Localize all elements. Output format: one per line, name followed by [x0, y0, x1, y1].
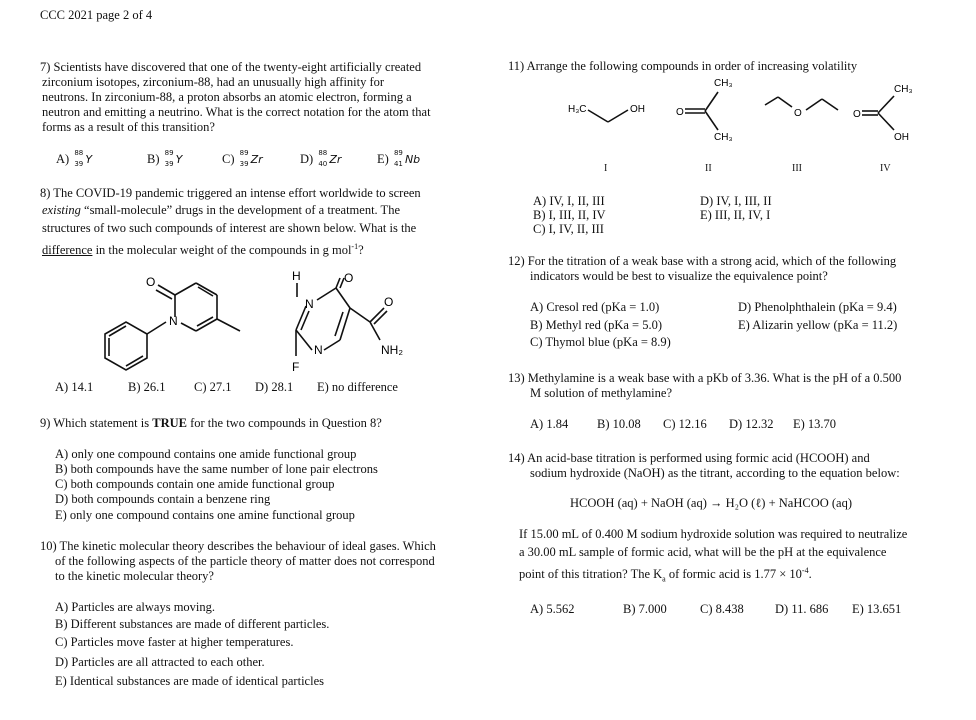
q11-label-iv: IV	[880, 163, 891, 174]
q11-option-e[interactable]: E) III, II, IV, I	[700, 208, 771, 222]
atom-ch3-ii-bottom: CH₃	[714, 132, 733, 143]
q10-option-a[interactable]: A) Particles are always moving.	[55, 600, 216, 614]
q11-label-iii: III	[792, 163, 802, 174]
q7-stem-line-2: zirconium isotopes, zirconium-88, had an unusually high affinity for	[42, 75, 385, 89]
q13-option-d[interactable]: D) 12.32	[729, 417, 774, 431]
q7-option-a[interactable]: A) 88 39 Y	[56, 149, 93, 168]
q13-option-c[interactable]: C) 12.16	[663, 417, 707, 431]
q12-stem-line-2: indicators would be best to visualize the equivalence point?	[530, 269, 828, 283]
q9-stem: 9) Which statement is TRUE for the two compounds in Question 8?	[40, 416, 382, 430]
q12-stem-line-1: 12) For the titration of a weak base with a strong acid, which of the following	[508, 254, 897, 268]
q8-stem-line-3: structures of two such compounds of interest are shown below. What is the	[42, 221, 417, 235]
q9-option-c[interactable]: C) both compounds contain one amide functional group	[55, 477, 335, 491]
q14-stem-line-1: 14) An acid-base titration is performed using formic acid (HCOOH) and	[508, 451, 870, 465]
q8-option-d[interactable]: D) 28.1	[255, 380, 294, 394]
q11-option-c[interactable]: C) I, IV, II, III	[533, 222, 604, 236]
q13-option-a[interactable]: A) 1.84	[530, 417, 569, 431]
q8-stem-line-2: existing “small-molecule” drugs in the development of a treatment. The	[42, 203, 400, 217]
atom-o: O	[146, 275, 156, 289]
q9-option-a[interactable]: A) only one compound contains one amide functional group	[55, 447, 357, 461]
atom-h3c: H₃C	[568, 104, 587, 115]
atom-o-iii: O	[794, 108, 802, 119]
q11-structures	[560, 72, 940, 152]
q9-option-d[interactable]: D) both compounds contain a benzene ring	[55, 492, 271, 506]
q10-stem-line-2: of the following aspects of the particle theory of matter does not correspond	[55, 554, 435, 568]
atom-o-iv: O	[853, 109, 861, 120]
compound-pyridone-structure	[90, 262, 260, 374]
q12-option-a[interactable]: A) Cresol red (pKa = 1.0)	[530, 300, 660, 314]
q13-stem-line-2: M solution of methylamine?	[530, 386, 672, 400]
q7-stem-line-1: 7) Scientists have discovered that one of the twenty-eight artificially created	[40, 60, 422, 74]
q8-stem-line-4: difference in the molecular weight of the compounds in g mol$^{-1}$?	[42, 242, 364, 258]
q7-option-e[interactable]: E) 89 41 Nb	[377, 149, 421, 168]
q12-option-d[interactable]: D) Phenolphthalein (pKa = 9.4)	[738, 300, 897, 314]
atom-n-top: N	[305, 297, 314, 311]
q7-option-b[interactable]: B) 89 39 Y	[147, 149, 183, 168]
q8-stem-line-1: 8) The COVID-19 pandemic triggered an intense effort worldwide to screen	[40, 186, 421, 200]
q9-option-e[interactable]: E) only one compound contains one amine functional group	[55, 508, 355, 522]
q13-option-e[interactable]: E) 13.70	[793, 417, 837, 431]
q11-option-b[interactable]: B) I, III, II, IV	[533, 208, 606, 222]
atom-o-amide: O	[384, 295, 394, 309]
q8-option-b[interactable]: B) 26.1	[128, 380, 166, 394]
q10-option-b[interactable]: B) Different substances are made of different particles.	[55, 617, 330, 631]
nuclide-notation: 88 40 Zr	[318, 149, 342, 168]
nuclide-notation: 88 39 Y	[74, 149, 93, 168]
q14-option-e[interactable]: E) 13.651	[852, 602, 902, 616]
q7-option-c[interactable]: C) 89 39 Zr	[222, 149, 263, 168]
q14-para-line-3: point of this titration? The $K_a$ of formic acid is $1.77 \times 10^{-4}$.	[519, 566, 812, 584]
compound-pyrazine-structure	[280, 268, 420, 378]
atom-h: H	[292, 269, 301, 283]
atom-ch3-ii-top: CH₃	[714, 78, 733, 89]
atom-f: F	[292, 360, 300, 374]
q8-option-e[interactable]: E) no difference	[317, 380, 398, 394]
nuclide-notation: 89 39 Y	[164, 149, 183, 168]
q11-option-d[interactable]: D) IV, I, III, II	[700, 194, 772, 208]
q7-stem-line-5: forms as a result of this transition?	[42, 120, 215, 134]
q11-stem: 11) Arrange the following compounds in order of increasing volatility	[508, 59, 858, 73]
page-header: CCC 2021 page 2 of 4	[40, 8, 153, 22]
q10-option-e[interactable]: E) Identical substances are made of identical particles	[55, 674, 324, 688]
q14-para-line-1: If 15.00 mL of 0.400 M sodium hydroxide solution was required to neutralize	[519, 527, 908, 541]
q9-option-b[interactable]: B) both compounds have the same number of lone pair electrons	[55, 462, 378, 476]
q10-stem-line-1: 10) The kinetic molecular theory describes the behaviour of ideal gases. Which	[40, 539, 436, 553]
nuclide-notation: 89 39 Zr	[239, 149, 263, 168]
q11-option-a[interactable]: A) IV, I, II, III	[533, 194, 605, 208]
q14-option-a[interactable]: A) 5.562	[530, 602, 575, 616]
q14-option-d[interactable]: D) 11. 686	[775, 602, 829, 616]
atom-o-ii: O	[676, 107, 684, 118]
q11-label-i: I	[604, 163, 608, 174]
q12-option-c[interactable]: C) Thymol blue (pKa = 8.9)	[530, 335, 671, 349]
atom-nh2: NH₂	[381, 343, 403, 357]
atom-oh-iv: OH	[894, 132, 909, 143]
q14-equation: HCOOH (aq) + NaOH (aq) → H₂O (ℓ) + NaHCOO (aq)	[570, 496, 853, 510]
q14-para-line-2: a 30.00 mL sample of formic acid, what will be the pH at the equivalence	[519, 545, 887, 559]
q13-option-b[interactable]: B) 10.08	[597, 417, 641, 431]
q13-stem-line-1: 13) Methylamine is a weak base with a pKb of 3.36. What is the pH of a 0.500	[508, 371, 902, 385]
q11-label-ii: II	[705, 163, 712, 174]
q7-option-d[interactable]: D) 88 40 Zr	[300, 149, 342, 168]
atom-o-ring: O	[344, 271, 354, 285]
q14-stem-line-2: sodium hydroxide (NaOH) as the titrant, according to the equation below:	[530, 466, 900, 480]
atom-ch3-iv: CH₃	[894, 84, 913, 95]
q10-stem-line-3: to the kinetic molecular theory?	[55, 569, 214, 583]
q12-option-b[interactable]: B) Methyl red (pKa = 5.0)	[530, 318, 663, 332]
atom-n-bottom: N	[314, 343, 323, 357]
atom-oh-i: OH	[630, 104, 645, 115]
q12-option-e[interactable]: E) Alizarin yellow (pKa = 11.2)	[738, 318, 898, 332]
q7-stem-line-4: neutron and emitting a neutrino. What is the correct notation for the atom that	[42, 105, 431, 119]
q10-option-d[interactable]: D) Particles are all attracted to each other.	[55, 655, 265, 669]
q7-stem-line-3: neutrons. In zirconium-88, a proton absorbs an atomic electron, forming a	[42, 90, 412, 104]
q14-option-b[interactable]: B) 7.000	[623, 602, 667, 616]
q14-option-c[interactable]: C) 8.438	[700, 602, 744, 616]
q8-option-a[interactable]: A) 14.1	[55, 380, 94, 394]
atom-n: N	[169, 314, 178, 328]
nuclide-notation: 89 41 Nb	[393, 149, 421, 168]
q8-option-c[interactable]: C) 27.1	[194, 380, 232, 394]
q10-option-c[interactable]: C) Particles move faster at higher temperatures.	[55, 635, 294, 649]
